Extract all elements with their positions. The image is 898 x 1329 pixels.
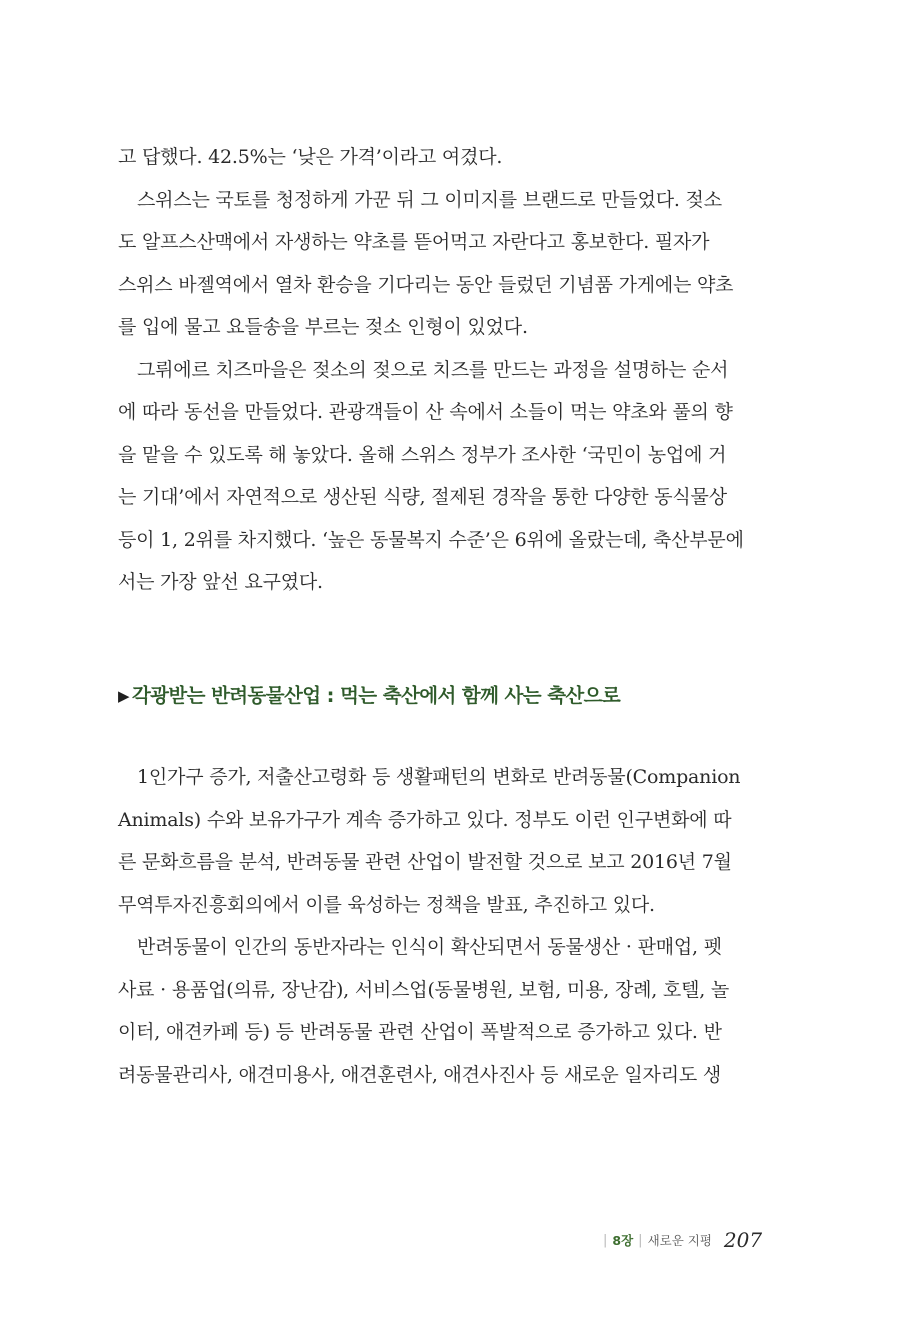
paragraph-line: 는 기대’에서 자연적으로 생산된 식량, 절제된 경작을 통한 다양한 동식물상 — [118, 486, 727, 508]
paragraph-line: 무역투자진흥회의에서 이를 육성하는 정책을 발표, 추진하고 있다. — [118, 893, 655, 916]
paragraph-line: 에 따라 동선을 만들었다. 관광객들이 산 속에서 소들이 먹는 약초와 풀의 향 — [118, 401, 733, 423]
footer-section-title: 새로운 지평 — [647, 1233, 712, 1248]
section-heading — [118, 680, 620, 708]
paragraph-line: 1인가구 증가, 저출산고령화 등 생활패턴의 변화로 반려동물(Companion — [137, 766, 741, 788]
paragraph-line: 도 알프스산맥에서 자생하는 약초를 뜯어먹고 자란다고 홍보한다. 필자가 — [118, 231, 710, 253]
paragraph-line: 를 입에 물고 요들송을 부르는 젖소 인형이 있었다. — [118, 316, 528, 338]
page-number: 207 — [723, 1228, 763, 1252]
paragraph-line: 른 문화흐름을 분석, 반려동물 관련 산업이 발전할 것으로 보고 2016년 7월 — [118, 851, 732, 873]
paragraph-line: Animals) 수와 보유가구가 계속 증가하고 있다. 정부도 이런 인구변화에 따 — [118, 808, 732, 831]
paragraph-line: 을 맡을 수 있도록 해 놓았다. 올해 스위스 정부가 조사한 ‘국민이 농업에 거 — [118, 443, 727, 466]
footer-separator: | — [638, 1232, 643, 1248]
paragraph-line: 고 답했다. 42.5%는 ‘낮은 가격’이라고 여겼다. — [118, 146, 503, 168]
paragraph-line: 이터, 애견카페 등) 등 반려동물 관련 산업이 폭발적으로 증가하고 있다. 반 — [118, 1021, 722, 1043]
body-text-top — [118, 136, 780, 604]
paragraph-line: 그뤼에르 치즈마을은 젖소의 젖으로 치즈를 만드는 과정을 설명하는 순서 — [137, 358, 729, 381]
footer-chapter: 8장 — [612, 1233, 634, 1248]
triangle-bullet-icon: ▶ — [118, 687, 129, 705]
paragraph-line: 서는 가장 앞선 요구였다. — [118, 571, 323, 593]
paragraph-line: 려동물관리사, 애견미용사, 애견훈련사, 애견사진사 등 새로운 일자리도 생 — [118, 1063, 722, 1086]
paragraph-line: 스위스는 국토를 청정하게 가꾼 뒤 그 이미지를 브랜드로 만들었다. 젖소 — [137, 188, 722, 211]
page-footer — [598, 1226, 762, 1254]
paragraph-line: 반려동물이 인간의 동반자라는 인식이 확산되면서 동물생산 · 판매업, 펫 — [137, 936, 722, 958]
body-text-bottom — [118, 756, 780, 1096]
footer-separator: | — [603, 1232, 608, 1248]
paragraph-line: 사료 · 용품업(의류, 장난감), 서비스업(동물병원, 보험, 미용, 장례, 호텔, 놀 — [118, 978, 730, 1001]
paragraph-line: 등이 1, 2위를 차지했다. ‘높은 동물복지 수준’은 6위에 올랐는데, 축산부문에 — [118, 528, 744, 551]
paragraph-line: 스위스 바젤역에서 열차 환승을 기다리는 동안 들렀던 기념품 가게에는 약초 — [118, 273, 734, 296]
section-heading-text: 각광받는 반려동물산업 : 먹는 축산에서 함께 사는 축산으로 — [131, 684, 621, 707]
